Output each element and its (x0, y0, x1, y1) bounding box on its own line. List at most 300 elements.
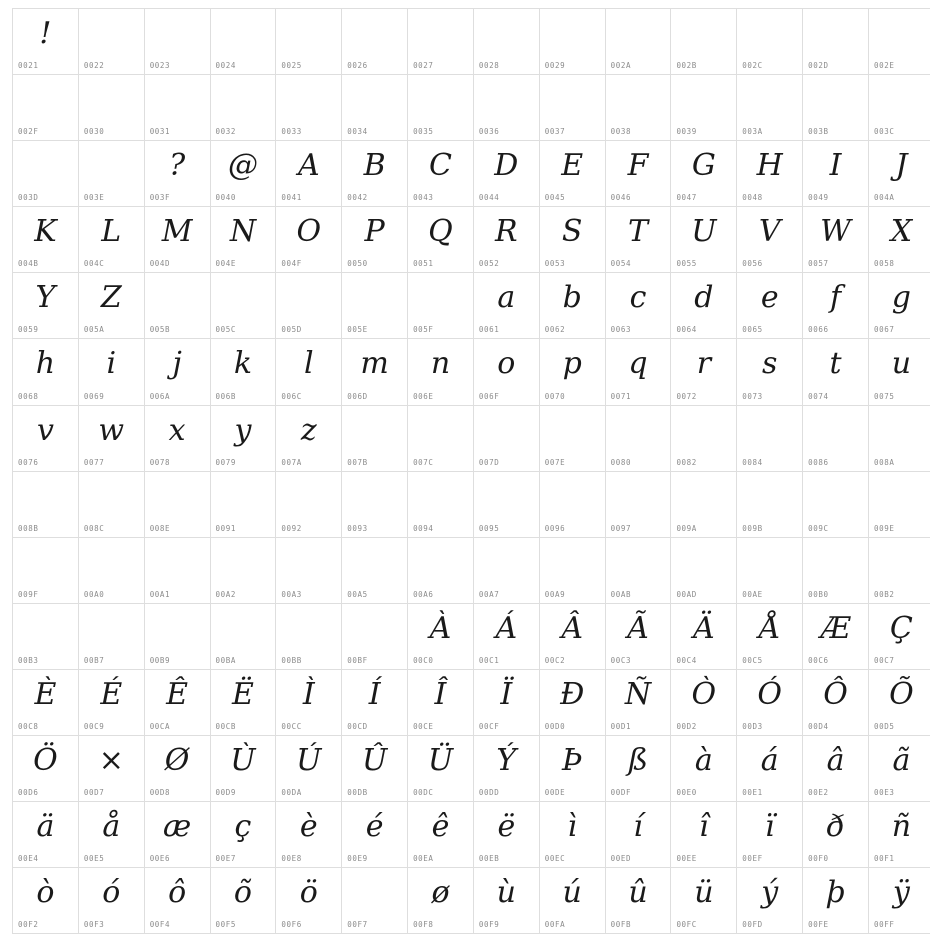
glyph-cell[interactable] (210, 537, 276, 603)
glyph-cell-inner (869, 339, 930, 404)
glyph-cell[interactable] (144, 471, 210, 537)
glyph-cell[interactable] (13, 802, 79, 868)
glyph-cell[interactable] (605, 141, 671, 207)
glyph-cell[interactable] (671, 9, 737, 75)
glyph-cell[interactable] (144, 405, 210, 471)
glyph-cell[interactable] (803, 75, 869, 141)
glyph-cell[interactable] (342, 868, 408, 934)
glyph-preview (13, 77, 78, 123)
glyph-cell[interactable] (408, 471, 474, 537)
glyph-cell[interactable] (539, 802, 605, 868)
glyph-cell[interactable] (737, 868, 803, 934)
glyph-code-label: 00E7 (216, 854, 236, 863)
glyph-cell[interactable] (605, 868, 671, 934)
glyph-cell[interactable] (473, 273, 539, 339)
glyph-cell[interactable] (473, 141, 539, 207)
glyph-preview (540, 11, 605, 57)
glyph-preview (79, 77, 144, 123)
glyph-preview: ? (145, 143, 210, 189)
glyph-code-label: 0024 (216, 61, 236, 70)
glyph-cell[interactable] (737, 273, 803, 339)
glyph-preview: ä (13, 804, 78, 850)
glyph-cell-inner (803, 339, 868, 404)
glyph-cell[interactable] (408, 141, 474, 207)
glyph-cell[interactable] (539, 207, 605, 273)
glyph-preview: ÿ (869, 870, 930, 916)
glyph-code-label: 00EF (742, 854, 762, 863)
glyph-cell-inner (408, 141, 473, 206)
glyph-cell[interactable] (473, 339, 539, 405)
glyph-cell[interactable] (78, 802, 144, 868)
glyph-cell[interactable] (473, 669, 539, 735)
glyph-code-label: 003F (150, 193, 170, 202)
glyph-cell[interactable] (13, 736, 79, 802)
glyph-cell[interactable] (539, 405, 605, 471)
glyph-cell[interactable] (868, 141, 930, 207)
glyph-cell[interactable] (408, 9, 474, 75)
glyph-cell[interactable] (13, 471, 79, 537)
glyph-cell-inner (540, 472, 605, 537)
glyph-cell[interactable] (671, 868, 737, 934)
glyph-cell[interactable] (868, 802, 930, 868)
glyph-cell[interactable] (671, 273, 737, 339)
glyph-preview: ã (869, 738, 930, 784)
glyph-cell[interactable] (342, 9, 408, 75)
glyph-code-label: 002E (874, 61, 894, 70)
glyph-code-label: 00E5 (84, 854, 104, 863)
glyph-cell[interactable] (605, 9, 671, 75)
glyph-cell[interactable] (144, 9, 210, 75)
glyph-cell[interactable] (408, 868, 474, 934)
glyph-preview (145, 11, 210, 57)
glyph-cell[interactable] (803, 802, 869, 868)
glyph-cell[interactable] (78, 141, 144, 207)
glyph-cell[interactable] (605, 537, 671, 603)
glyph-cell[interactable] (342, 141, 408, 207)
glyph-code-label: 0093 (347, 524, 367, 533)
glyph-cell[interactable] (408, 802, 474, 868)
glyph-cell-inner (474, 207, 539, 272)
glyph-preview (408, 275, 473, 321)
glyph-cell[interactable] (210, 868, 276, 934)
glyph-cell-inner (276, 75, 341, 140)
glyph-cell-inner (737, 141, 802, 206)
glyph-cell[interactable] (605, 405, 671, 471)
glyph-cell[interactable] (144, 802, 210, 868)
glyph-cell[interactable] (737, 339, 803, 405)
glyph-cell-inner (803, 207, 868, 272)
glyph-cell[interactable] (473, 405, 539, 471)
glyph-cell-inner (79, 339, 144, 404)
glyph-code-label: 00E2 (808, 788, 828, 797)
glyph-cell[interactable] (276, 339, 342, 405)
glyph-cell[interactable] (803, 207, 869, 273)
glyph-cell[interactable] (210, 802, 276, 868)
glyph-cell[interactable] (408, 339, 474, 405)
glyph-preview: Æ (803, 606, 868, 652)
glyph-cell[interactable] (342, 405, 408, 471)
glyph-cell-inner (474, 802, 539, 867)
glyph-cell[interactable] (144, 141, 210, 207)
glyph-code-label: 0072 (676, 392, 696, 401)
glyph-cell[interactable] (605, 273, 671, 339)
glyph-cell[interactable] (473, 603, 539, 669)
glyph-preview: Þ (540, 738, 605, 784)
glyph-cell[interactable] (539, 75, 605, 141)
glyph-cell[interactable] (276, 471, 342, 537)
glyph-code-label: 005C (216, 325, 236, 334)
glyph-cell[interactable] (473, 75, 539, 141)
glyph-preview (79, 11, 144, 57)
glyph-preview: þ (803, 870, 868, 916)
glyph-cell[interactable] (210, 736, 276, 802)
glyph-cell[interactable] (539, 736, 605, 802)
glyph-cell[interactable] (671, 207, 737, 273)
glyph-code-label: 00CA (150, 722, 170, 731)
glyph-cell[interactable] (78, 405, 144, 471)
glyph-cell[interactable] (210, 207, 276, 273)
glyph-cell[interactable] (803, 339, 869, 405)
glyph-cell[interactable] (78, 669, 144, 735)
glyph-cell[interactable] (78, 207, 144, 273)
glyph-cell[interactable] (605, 736, 671, 802)
glyph-preview (145, 474, 210, 520)
glyph-cell[interactable] (473, 207, 539, 273)
glyph-code-label: 006E (413, 392, 433, 401)
glyph-cell[interactable] (210, 141, 276, 207)
glyph-cell[interactable] (737, 405, 803, 471)
glyph-cell[interactable] (539, 868, 605, 934)
glyph-cell[interactable] (671, 339, 737, 405)
glyph-cell[interactable] (342, 339, 408, 405)
glyph-cell[interactable] (408, 603, 474, 669)
glyph-cell[interactable] (671, 141, 737, 207)
glyph-cell[interactable] (605, 603, 671, 669)
glyph-cell[interactable] (78, 339, 144, 405)
glyph-cell[interactable] (539, 339, 605, 405)
glyph-code-label: 0034 (347, 127, 367, 136)
glyph-cell[interactable] (868, 603, 930, 669)
glyph-cell[interactable] (737, 471, 803, 537)
glyph-code-label: 00EC (545, 854, 565, 863)
glyph-cell[interactable] (803, 471, 869, 537)
glyph-cell-inner (408, 9, 473, 74)
glyph-cell[interactable] (342, 75, 408, 141)
glyph-preview (606, 540, 671, 586)
glyph-preview (606, 11, 671, 57)
glyph-cell[interactable] (144, 207, 210, 273)
glyph-cell[interactable] (803, 868, 869, 934)
glyph-cell[interactable] (144, 736, 210, 802)
glyph-cell[interactable] (803, 9, 869, 75)
glyph-cell[interactable] (78, 537, 144, 603)
glyph-cell[interactable] (408, 537, 474, 603)
glyph-cell[interactable] (868, 405, 930, 471)
glyph-cell-inner (869, 538, 930, 603)
glyph-cell[interactable] (737, 802, 803, 868)
glyph-cell[interactable] (144, 669, 210, 735)
glyph-cell[interactable] (737, 207, 803, 273)
glyph-preview (540, 540, 605, 586)
glyph-cell[interactable] (210, 9, 276, 75)
glyph-cell[interactable] (671, 405, 737, 471)
glyph-cell[interactable] (78, 868, 144, 934)
glyph-preview: R (474, 209, 539, 255)
glyph-preview: g (869, 275, 930, 321)
glyph-code-label: 00F8 (413, 920, 433, 929)
glyph-cell[interactable] (144, 75, 210, 141)
glyph-cell[interactable] (868, 669, 930, 735)
glyph-cell[interactable] (671, 471, 737, 537)
glyph-cell-inner (474, 75, 539, 140)
glyph-cell[interactable] (539, 9, 605, 75)
glyph-preview: Ä (671, 606, 736, 652)
glyph-cell[interactable] (803, 736, 869, 802)
glyph-cell[interactable] (473, 868, 539, 934)
glyph-cell[interactable] (342, 603, 408, 669)
glyph-cell[interactable] (13, 537, 79, 603)
glyph-cell-inner (671, 339, 736, 404)
glyph-cell[interactable] (671, 537, 737, 603)
glyph-cell[interactable] (605, 207, 671, 273)
glyph-preview: Ý (474, 738, 539, 784)
glyph-cell[interactable] (408, 75, 474, 141)
glyph-preview: ç (211, 804, 276, 850)
glyph-cell[interactable] (13, 207, 79, 273)
glyph-cell[interactable] (539, 141, 605, 207)
glyph-cell[interactable] (473, 9, 539, 75)
glyph-cell[interactable] (473, 736, 539, 802)
glyph-cell-inner (606, 406, 671, 471)
glyph-preview: â (803, 738, 868, 784)
glyph-code-label: 006C (281, 392, 301, 401)
glyph-cell[interactable] (803, 537, 869, 603)
glyph-preview (276, 11, 341, 57)
glyph-cell[interactable] (473, 802, 539, 868)
glyph-cell[interactable] (210, 669, 276, 735)
glyph-cell[interactable] (210, 273, 276, 339)
glyph-cell[interactable] (342, 802, 408, 868)
glyph-preview (671, 474, 736, 520)
glyph-cell-inner (145, 273, 210, 338)
glyph-cell[interactable] (144, 339, 210, 405)
glyph-cell[interactable] (408, 736, 474, 802)
glyph-cell-inner (737, 273, 802, 338)
glyph-cell[interactable] (408, 273, 474, 339)
glyph-cell[interactable] (539, 537, 605, 603)
glyph-code-label: 005F (413, 325, 433, 334)
glyph-cell[interactable] (671, 802, 737, 868)
glyph-cell[interactable] (539, 669, 605, 735)
glyph-cell[interactable] (78, 273, 144, 339)
glyph-preview: G (671, 143, 736, 189)
glyph-cell[interactable] (276, 802, 342, 868)
glyph-cell-inner (211, 207, 276, 272)
glyph-cell[interactable] (144, 868, 210, 934)
glyph-cell[interactable] (210, 471, 276, 537)
glyph-cell[interactable] (473, 537, 539, 603)
glyph-cell[interactable] (210, 339, 276, 405)
glyph-cell-inner (408, 670, 473, 735)
glyph-cell-inner (540, 141, 605, 206)
glyph-preview: × (79, 738, 144, 784)
glyph-cell[interactable] (868, 273, 930, 339)
glyph-cell[interactable] (276, 736, 342, 802)
glyph-cell-inner (276, 802, 341, 867)
glyph-cell[interactable] (78, 9, 144, 75)
glyph-cell[interactable] (605, 471, 671, 537)
glyph-cell[interactable] (13, 669, 79, 735)
glyph-preview (342, 870, 407, 916)
glyph-cell-inner (211, 406, 276, 471)
glyph-cell[interactable] (605, 75, 671, 141)
glyph-cell[interactable] (78, 471, 144, 537)
glyph-cell[interactable] (13, 141, 79, 207)
glyph-code-label: 00F7 (347, 920, 367, 929)
glyph-cell[interactable] (144, 537, 210, 603)
glyph-cell[interactable] (276, 603, 342, 669)
glyph-cell[interactable] (671, 669, 737, 735)
glyph-cell[interactable] (342, 471, 408, 537)
glyph-cell[interactable] (144, 603, 210, 669)
glyph-preview: û (606, 870, 671, 916)
glyph-cell[interactable] (868, 537, 930, 603)
glyph-cell-inner (342, 868, 407, 933)
glyph-code-label: 00C8 (18, 722, 38, 731)
glyph-cell[interactable] (78, 75, 144, 141)
glyph-preview (474, 11, 539, 57)
glyph-cell-inner (276, 736, 341, 801)
glyph-cell[interactable] (737, 75, 803, 141)
glyph-cell[interactable] (803, 405, 869, 471)
glyph-cell[interactable] (868, 9, 930, 75)
glyph-preview: ð (803, 804, 868, 850)
glyph-cell[interactable] (276, 868, 342, 934)
glyph-row (13, 868, 930, 934)
glyph-cell-inner (540, 339, 605, 404)
glyph-code-label: 0030 (84, 127, 104, 136)
glyph-cell[interactable] (13, 9, 79, 75)
glyph-cell-inner (211, 868, 276, 933)
glyph-cell-inner (145, 868, 210, 933)
glyph-code-label: 0051 (413, 259, 433, 268)
glyph-cell[interactable] (671, 75, 737, 141)
glyph-preview: r (671, 341, 736, 387)
glyph-cell[interactable] (868, 207, 930, 273)
glyph-cell[interactable] (868, 471, 930, 537)
glyph-cell[interactable] (605, 339, 671, 405)
glyph-cell-inner (803, 868, 868, 933)
glyph-preview: ô (145, 870, 210, 916)
glyph-code-label: 00D6 (18, 788, 38, 797)
glyph-preview: ï (737, 804, 802, 850)
glyph-cell[interactable] (737, 537, 803, 603)
glyph-cell-inner (342, 604, 407, 669)
glyph-cell[interactable] (276, 273, 342, 339)
glyph-cell[interactable] (408, 405, 474, 471)
glyph-cell[interactable] (803, 669, 869, 735)
glyph-cell[interactable] (13, 75, 79, 141)
glyph-preview: õ (211, 870, 276, 916)
glyph-cell[interactable] (473, 471, 539, 537)
glyph-cell[interactable] (408, 207, 474, 273)
glyph-preview: ú (540, 870, 605, 916)
glyph-cell[interactable] (671, 603, 737, 669)
glyph-cell[interactable] (13, 603, 79, 669)
glyph-cell[interactable] (13, 868, 79, 934)
glyph-code-label: 00B3 (18, 656, 38, 665)
glyph-code-label: 004B (18, 259, 38, 268)
glyph-cell[interactable] (342, 669, 408, 735)
glyph-cell[interactable] (737, 736, 803, 802)
glyph-cell[interactable] (13, 405, 79, 471)
glyph-cell[interactable] (210, 603, 276, 669)
glyph-preview: Ú (276, 738, 341, 784)
glyph-code-label: 003A (742, 127, 762, 136)
glyph-cell[interactable] (868, 868, 930, 934)
glyph-cell[interactable] (13, 339, 79, 405)
glyph-cell[interactable] (737, 9, 803, 75)
glyph-cell[interactable] (605, 802, 671, 868)
glyph-cell[interactable] (342, 537, 408, 603)
glyph-cell[interactable] (868, 736, 930, 802)
glyph-cell[interactable] (210, 75, 276, 141)
glyph-cell[interactable] (276, 141, 342, 207)
glyph-code-label: 00FD (742, 920, 762, 929)
glyph-cell[interactable] (803, 273, 869, 339)
glyph-cell[interactable] (671, 736, 737, 802)
glyph-cell-inner (474, 868, 539, 933)
glyph-preview: é (342, 804, 407, 850)
glyph-cell[interactable] (737, 141, 803, 207)
glyph-preview (803, 474, 868, 520)
glyph-cell[interactable] (737, 669, 803, 735)
glyph-preview: Ö (13, 738, 78, 784)
glyph-cell[interactable] (539, 471, 605, 537)
glyph-cell[interactable] (737, 603, 803, 669)
glyph-cell[interactable] (276, 75, 342, 141)
glyph-cell[interactable] (342, 273, 408, 339)
glyph-cell[interactable] (144, 273, 210, 339)
glyph-cell[interactable] (868, 339, 930, 405)
glyph-code-label: 003D (18, 193, 38, 202)
glyph-cell[interactable] (210, 405, 276, 471)
glyph-preview: È (13, 672, 78, 718)
glyph-cell[interactable] (342, 207, 408, 273)
glyph-cell[interactable] (408, 669, 474, 735)
glyph-preview (671, 11, 736, 57)
glyph-cell[interactable] (803, 603, 869, 669)
glyph-cell[interactable] (276, 207, 342, 273)
glyph-cell[interactable] (868, 75, 930, 141)
glyph-cell[interactable] (342, 736, 408, 802)
glyph-cell[interactable] (13, 273, 79, 339)
glyph-cell[interactable] (78, 603, 144, 669)
glyph-cell[interactable] (803, 141, 869, 207)
glyph-cell-inner (671, 868, 736, 933)
glyph-cell-inner (671, 75, 736, 140)
glyph-cell[interactable] (539, 273, 605, 339)
glyph-cell[interactable] (276, 669, 342, 735)
glyph-cell-inner (540, 868, 605, 933)
glyph-cell[interactable] (276, 537, 342, 603)
glyph-cell[interactable] (605, 669, 671, 735)
glyph-cell[interactable] (276, 9, 342, 75)
glyph-cell-inner (737, 736, 802, 801)
glyph-cell[interactable] (276, 405, 342, 471)
glyph-cell[interactable] (78, 736, 144, 802)
glyph-cell[interactable] (539, 603, 605, 669)
